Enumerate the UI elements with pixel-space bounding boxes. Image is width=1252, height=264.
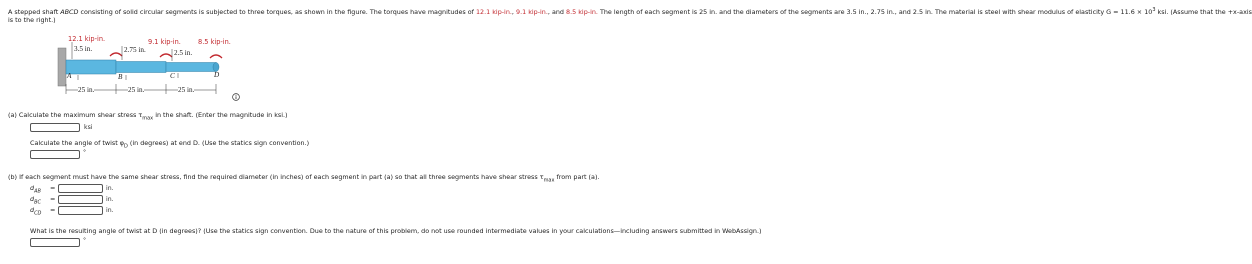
torque-value-3: 8.5 kip-in. (566, 8, 598, 17)
unit-in: in. (106, 207, 114, 214)
q-text: in the shaft. (Enter the magnitude in ksi.) (153, 111, 288, 119)
part-a-question-1 (8, 111, 288, 121)
shaft-figure (50, 32, 250, 100)
q-text: (b) If each segment must have the same shear stress, find the required diameter (in inches) of each segment in part (a) so that all three segments have shear stress τ (8, 173, 544, 181)
point-label-a: A (67, 72, 72, 80)
diameter-label-1: 3.5 in. (74, 45, 93, 53)
intro-text-4: ksi. (Assume that the +x-axis (1155, 8, 1252, 17)
diameter-label-3: 2.5 in. (174, 49, 193, 57)
torque-arrow-3 (210, 55, 222, 58)
segment-cd (166, 63, 216, 72)
torque-label-3: 8.5 kip-in. (198, 38, 231, 46)
d-sub: BC (34, 199, 41, 206)
part-b-question-1 (8, 173, 599, 183)
unit-in: in. (106, 185, 114, 192)
part-b-question-2: What is the resulting angle of twist at D (in degrees)? (Use the statics sign convention. Due to the nature of this problem, do not use rounded intermediate values in your calculations—including answers submitted in WebAssign.) (30, 227, 762, 235)
label-d-bc (30, 195, 41, 205)
sep: , (511, 8, 516, 17)
equals-sign: = (50, 195, 56, 203)
unit-ksi: ksi (84, 124, 93, 131)
problem-statement (8, 7, 1252, 16)
point-label-d: D (214, 71, 220, 79)
max-shear-stress-input[interactable] (30, 123, 80, 132)
unit-in: in. (106, 196, 114, 203)
torque-arrow-1 (110, 53, 122, 56)
intro-text-2: consisting of solid circular segments is subjected to three torques, as shown in the figure. The torques have magnitudes of (78, 8, 476, 17)
intro-text-3: The length of each segment is 25 in. and the diameters of the segments are 3.5 in., 2.75 in., and 2.5 in. The material is steel with shear modulus of elasticity G = 11.6 × 10 (597, 8, 1153, 17)
info-icon[interactable] (232, 93, 240, 101)
diameter-bc-input[interactable] (58, 195, 103, 204)
q-text: (a) Calculate the maximum shear stress τ (8, 111, 143, 119)
torque-arrow-2 (160, 54, 172, 57)
q-sub: max (543, 177, 555, 184)
info-icon-glyph (232, 93, 240, 101)
q-text: (in degrees) at end D. (Use the statics sign convention.) (127, 139, 310, 147)
diameter-cd-input[interactable] (58, 206, 103, 215)
length-label-3: 25 in. (178, 86, 195, 94)
d-sub: AB (34, 188, 41, 195)
part-a-question-2 (30, 139, 309, 149)
exponent: 3 (1152, 7, 1156, 13)
q-text: from part (a). (554, 173, 600, 181)
length-label-2: 25 in. (128, 86, 145, 94)
intro-text: A stepped shaft (8, 8, 61, 17)
d-label: d (30, 184, 35, 192)
unit-degree: ° (83, 237, 87, 244)
point-label-b: B (118, 73, 123, 81)
q-text: Calculate the angle of twist φ (30, 139, 124, 147)
sep: , and (547, 8, 567, 17)
unit-degree: ° (83, 149, 87, 156)
torque-value-1: 12.1 kip-in. (475, 8, 512, 17)
torque-value-2: 9.1 kip-in. (516, 8, 548, 17)
diameter-label-2: 2.75 in. (124, 46, 146, 54)
segment-ab (66, 60, 116, 74)
d-sub: CD (34, 210, 42, 217)
resulting-twist-input[interactable] (30, 238, 80, 247)
label-d-ab (30, 184, 41, 194)
label-d-cd (30, 206, 41, 216)
equals-sign: = (50, 206, 56, 214)
segment-bc (116, 62, 166, 73)
d-label: d (30, 195, 35, 203)
point-label-c: C (170, 72, 175, 80)
q-sub: D (123, 143, 128, 150)
problem-statement-line-2: is to the right.) (8, 16, 56, 24)
angle-of-twist-input[interactable] (30, 150, 80, 159)
torque-label-1: 12.1 kip-in. (68, 35, 106, 43)
torque-label-2: 9.1 kip-in. (148, 38, 181, 46)
length-label-1: 25 in. (78, 86, 95, 94)
equals-sign: = (50, 184, 56, 192)
shaft-name: ABCD (60, 8, 79, 17)
d-label: d (30, 206, 35, 214)
q-sub: max (142, 115, 154, 122)
wall (58, 48, 66, 86)
diameter-ab-input[interactable] (58, 184, 103, 193)
